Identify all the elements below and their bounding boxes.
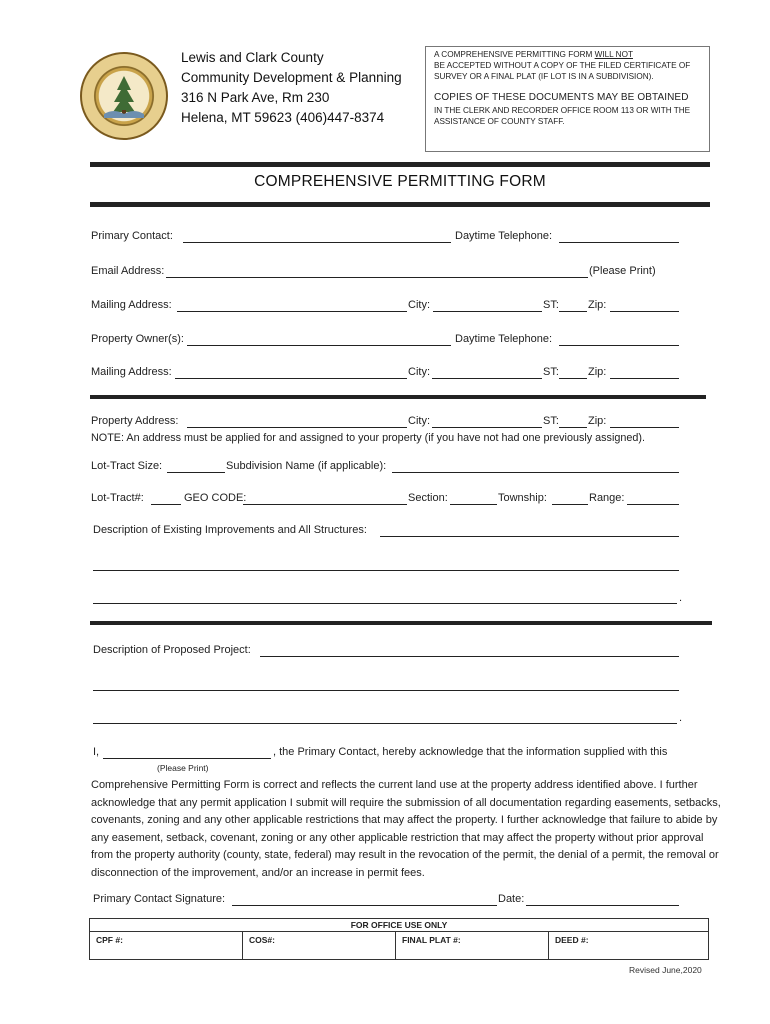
section-label: Section: (408, 492, 448, 504)
daytime-telephone-label: Daytime Telephone: (455, 230, 553, 242)
proposed-project-field[interactable] (260, 656, 679, 657)
property-city-field[interactable] (432, 427, 542, 428)
acknowledge-statement: , the Primary Contact, hereby acknowledge that the information supplied with this (273, 746, 668, 758)
seal-tree-icon (104, 74, 144, 118)
header-divider (90, 162, 710, 167)
range-field[interactable] (627, 504, 679, 505)
city-field[interactable] (433, 311, 542, 312)
existing-improvements-line-2[interactable] (93, 570, 679, 571)
property-address-label: Property Address: (91, 415, 179, 427)
existing-improvements-line-3[interactable] (93, 603, 677, 604)
section-divider (90, 395, 706, 399)
please-print-note: (Please Print) (589, 265, 656, 277)
cpf-number-cell[interactable] (90, 932, 243, 960)
zip-field[interactable] (610, 311, 679, 312)
lot-tract-size-field[interactable] (167, 472, 225, 473)
mailing-address-field[interactable] (177, 311, 407, 312)
line-end-period: . (679, 592, 683, 604)
final-plat-label: FINAL PLAT #: (402, 935, 461, 945)
date-label: Date: (498, 893, 525, 905)
org-department: Community Development & Planning (181, 70, 402, 85)
property-state-field[interactable] (559, 427, 587, 428)
notice-line: BE ACCEPTED WITHOUT A COPY OF THE FILED CERTIFICATE OF (434, 61, 691, 70)
property-owners-label: Property Owner(s): (91, 333, 184, 345)
mailing-address-label: Mailing Address: (91, 299, 172, 311)
org-street: 316 N Park Ave, Rm 230 (181, 90, 330, 105)
owner-zip-label: Zip: (588, 366, 607, 378)
email-label: Email Address: (91, 265, 165, 277)
lot-tract-number-label: Lot-Tract#: (91, 492, 144, 504)
acknowledge-i-label: I, (93, 746, 100, 758)
owner-telephone-label: Daytime Telephone: (455, 333, 553, 345)
email-field[interactable] (166, 277, 588, 278)
deed-label: DEED #: (555, 935, 589, 945)
county-seal-icon (80, 52, 168, 140)
county-address-block (181, 48, 402, 128)
notice-line: A COMPREHENSIVE PERMITTING FORM (434, 50, 595, 59)
property-state-label: ST: (543, 415, 559, 427)
notice-line: SURVEY OR A FINAL PLAT (IF LOT IS IN A SUBDIVISION). (434, 72, 654, 81)
section-field[interactable] (450, 504, 497, 505)
state-field[interactable] (559, 311, 587, 312)
notice-line: ASSISTANCE OF COUNTY STAFF. (434, 117, 565, 126)
owner-state-field[interactable] (559, 378, 587, 379)
existing-improvements-field[interactable] (380, 536, 679, 537)
property-zip-label: Zip: (588, 415, 607, 427)
owner-telephone-field[interactable] (559, 345, 679, 346)
signature-field[interactable] (232, 905, 497, 906)
line-end-period: . (679, 712, 683, 724)
form-title: COMPREHENSIVE PERMITTING FORM (254, 173, 546, 190)
title-divider (90, 202, 710, 207)
lot-tract-number-field[interactable] (151, 504, 181, 505)
signature-label: Primary Contact Signature: (93, 893, 226, 905)
org-city-phone: Helena, MT 59623 (406)447-8374 (181, 110, 385, 125)
proposed-project-line-2[interactable] (93, 690, 679, 691)
please-print-hint: (Please Print) (157, 763, 209, 773)
township-field[interactable] (552, 504, 588, 505)
property-owners-field[interactable] (187, 345, 451, 346)
notice-emphasis: WILL NOT (594, 50, 633, 59)
revision-date: Revised June,2020 (629, 965, 702, 975)
subdivision-name-field[interactable] (392, 472, 679, 473)
township-label: Township: (498, 492, 547, 504)
acknowledge-name-field[interactable] (103, 758, 271, 759)
subdivision-name-label: Subdivision Name (if applicable): (226, 460, 387, 472)
existing-improvements-label: Description of Existing Improvements and All Structures: (93, 524, 367, 536)
owner-city-field[interactable] (432, 378, 542, 379)
cos-number-cell[interactable] (243, 932, 396, 960)
org-name: Lewis and Clark County (181, 50, 324, 65)
proposed-project-label: Description of Proposed Project: (93, 644, 251, 656)
office-use-heading: FOR OFFICE USE ONLY (90, 919, 709, 932)
deed-number-cell[interactable] (549, 932, 709, 960)
address-note: NOTE: An address must be applied for and assigned to your property (if you have not had one previously assigned). (91, 432, 645, 444)
final-plat-cell[interactable] (396, 932, 549, 960)
daytime-telephone-field[interactable] (559, 242, 679, 243)
acknowledgement-paragraph: Comprehensive Permitting Form is correct and reflects the current land use at the property address identified above. I further acknowledge that any permit application I submit will require the submission of all documentation regarding easements, setbacks, covenants, zoning and any other applicable restrictions that may affect the property. I further acknowledge that failure to abide by any easement, setback, covenant, zoning or any other applicable restriction that may affect the property without prior approval from the property authority (county, state, federal) may result in the revocation of the permit, the denial of a permit, the removal or disconnection of the improvement, and/or an increase in permit fees. (91, 779, 721, 879)
primary-contact-field[interactable] (183, 242, 451, 243)
project-divider (90, 621, 712, 625)
lot-tract-size-label: Lot-Tract Size: (91, 460, 163, 472)
office-use-table (89, 918, 709, 960)
city-label: City: (408, 299, 430, 311)
notice-line: IN THE CLERK AND RECORDER OFFICE ROOM 113 OR WITH THE (434, 106, 691, 115)
geo-code-label: GEO CODE: (184, 492, 247, 504)
cos-label: COS#: (249, 935, 275, 945)
proposed-project-line-3[interactable] (93, 723, 677, 724)
owner-state-label: ST: (543, 366, 559, 378)
owner-zip-field[interactable] (610, 378, 679, 379)
owner-mailing-address-field[interactable] (175, 378, 407, 379)
notice-copies-heading: COPIES OF THESE DOCUMENTS MAY BE OBTAINED (434, 92, 689, 103)
owner-mailing-address-label: Mailing Address: (91, 366, 172, 378)
owner-city-label: City: (408, 366, 430, 378)
zip-label: Zip: (588, 299, 607, 311)
range-label: Range: (589, 492, 625, 504)
notice-box (425, 46, 710, 152)
property-address-field[interactable] (187, 427, 407, 428)
state-label: ST: (543, 299, 559, 311)
primary-contact-label: Primary Contact: (91, 230, 173, 242)
property-zip-field[interactable] (610, 427, 679, 428)
geo-code-field[interactable] (243, 504, 407, 505)
date-field[interactable] (526, 905, 679, 906)
cpf-label: CPF #: (96, 935, 123, 945)
property-city-label: City: (408, 415, 430, 427)
